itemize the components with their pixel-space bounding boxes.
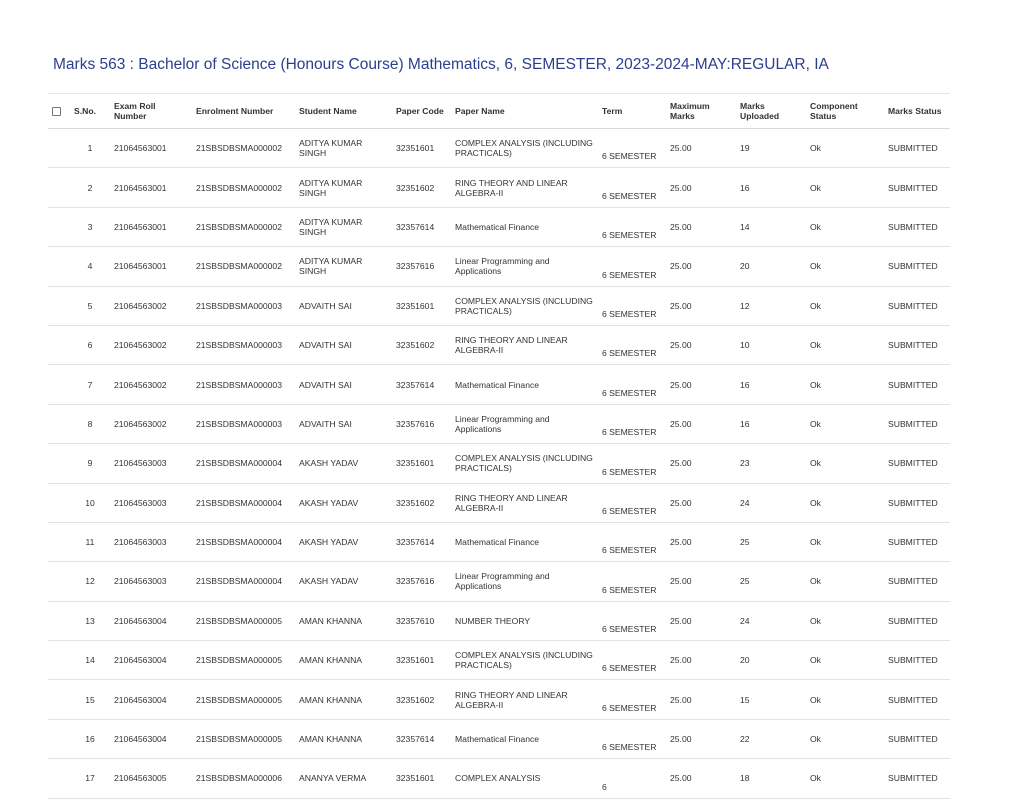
cell-student-name: AMAN KHANNA (295, 601, 392, 640)
cell-sno: 2 (70, 168, 110, 207)
cell-term: 6 SEMESTER (598, 286, 666, 325)
row-spacer (48, 759, 70, 798)
cell-paper-code: 32351602 (392, 168, 451, 207)
table-row[interactable] (48, 601, 950, 640)
cell-sno: 8 (70, 404, 110, 443)
cell-marks-uploaded: 20 (736, 641, 806, 680)
cell-term: 6 SEMESTER (598, 562, 666, 601)
cell-component-status: Ok (806, 325, 884, 364)
cell-enrolment: 21SBSDBSMA000004 (192, 444, 295, 483)
table-row[interactable] (48, 562, 950, 601)
cell-student-name: ADVAITH SAI (295, 404, 392, 443)
row-spacer (48, 325, 70, 364)
cell-marks-status: SUBMITTED (884, 522, 950, 561)
cell-marks-uploaded: 16 (736, 365, 806, 404)
cell-term: 6 SEMESTER (598, 444, 666, 483)
cell-paper-code: 32357614 (392, 365, 451, 404)
table-row[interactable] (48, 680, 950, 719)
cell-max-marks: 25.00 (666, 522, 736, 561)
cell-component-status: Ok (806, 286, 884, 325)
cell-paper-code: 32351602 (392, 483, 451, 522)
cell-paper-name: RING THEORY AND LINEAR ALGEBRA-II (451, 680, 598, 719)
table-row[interactable] (48, 168, 950, 207)
cell-paper-name: RING THEORY AND LINEAR ALGEBRA-II (451, 325, 598, 364)
cell-marks-status: SUBMITTED (884, 680, 950, 719)
cell-marks-uploaded: 18 (736, 759, 806, 798)
cell-marks-status: SUBMITTED (884, 247, 950, 286)
cell-term: 6 SEMESTER (598, 680, 666, 719)
cell-exam-roll: 21064563003 (110, 562, 192, 601)
cell-marks-uploaded: 25 (736, 522, 806, 561)
cell-exam-roll: 21064563002 (110, 325, 192, 364)
cell-enrolment: 21SBSDBSMA000005 (192, 601, 295, 640)
cell-enrolment: 21SBSDBSMA000003 (192, 286, 295, 325)
header-sno[interactable]: S.No. (70, 94, 110, 129)
row-spacer (48, 168, 70, 207)
cell-max-marks: 25.00 (666, 719, 736, 758)
cell-term: 6 SEMESTER (598, 247, 666, 286)
cell-max-marks: 25.00 (666, 365, 736, 404)
cell-term: 6 SEMESTER (598, 129, 666, 168)
cell-exam-roll: 21064563001 (110, 168, 192, 207)
cell-student-name: ANANYA VERMA (295, 759, 392, 798)
cell-marks-uploaded: 16 (736, 404, 806, 443)
cell-paper-code: 32357614 (392, 719, 451, 758)
table-row[interactable] (48, 365, 950, 404)
cell-marks-uploaded: 12 (736, 286, 806, 325)
header-term[interactable]: Term (598, 94, 666, 129)
table-row[interactable] (48, 325, 950, 364)
row-spacer (48, 207, 70, 246)
cell-max-marks: 25.00 (666, 325, 736, 364)
cell-student-name: ADITYA KUMAR SINGH (295, 207, 392, 246)
cell-exam-roll: 21064563004 (110, 601, 192, 640)
cell-marks-status: SUBMITTED (884, 404, 950, 443)
cell-paper-name: RING THEORY AND LINEAR ALGEBRA-II (451, 168, 598, 207)
cell-max-marks: 25.00 (666, 483, 736, 522)
cell-enrolment: 21SBSDBSMA000004 (192, 562, 295, 601)
row-spacer (48, 680, 70, 719)
cell-sno: 15 (70, 680, 110, 719)
cell-enrolment: 21SBSDBSMA000002 (192, 129, 295, 168)
cell-component-status: Ok (806, 444, 884, 483)
table-row[interactable] (48, 483, 950, 522)
cell-paper-code: 32357616 (392, 247, 451, 286)
cell-marks-uploaded: 15 (736, 680, 806, 719)
cell-max-marks: 25.00 (666, 680, 736, 719)
row-spacer (48, 601, 70, 640)
cell-paper-name: RING THEORY AND LINEAR ALGEBRA-II (451, 483, 598, 522)
cell-exam-roll: 21064563004 (110, 641, 192, 680)
cell-term: 6 SEMESTER (598, 365, 666, 404)
cell-marks-status: SUBMITTED (884, 444, 950, 483)
cell-paper-name: Mathematical Finance (451, 522, 598, 561)
cell-component-status: Ok (806, 168, 884, 207)
cell-student-name: AMAN KHANNA (295, 680, 392, 719)
table-row[interactable] (48, 286, 950, 325)
cell-paper-name: COMPLEX ANALYSIS (INCLUDING PRACTICALS) (451, 641, 598, 680)
cell-enrolment: 21SBSDBSMA000004 (192, 522, 295, 561)
cell-paper-code: 32357616 (392, 404, 451, 443)
table-row[interactable] (48, 404, 950, 443)
cell-student-name: ADVAITH SAI (295, 365, 392, 404)
cell-max-marks: 25.00 (666, 641, 736, 680)
cell-sno: 17 (70, 759, 110, 798)
cell-exam-roll: 21064563001 (110, 247, 192, 286)
cell-sno: 16 (70, 719, 110, 758)
cell-sno: 7 (70, 365, 110, 404)
cell-paper-name: Mathematical Finance (451, 365, 598, 404)
cell-exam-roll: 21064563003 (110, 522, 192, 561)
cell-max-marks: 25.00 (666, 444, 736, 483)
cell-paper-name: NUMBER THEORY (451, 601, 598, 640)
cell-paper-code: 32351601 (392, 641, 451, 680)
cell-marks-status: SUBMITTED (884, 168, 950, 207)
cell-component-status: Ok (806, 129, 884, 168)
cell-term: 6 SEMESTER (598, 404, 666, 443)
select-all-checkbox[interactable] (48, 94, 70, 129)
cell-exam-roll: 21064563002 (110, 286, 192, 325)
marks-table-container (48, 93, 950, 792)
cell-sno: 4 (70, 247, 110, 286)
header-paper-name[interactable]: Paper Name (451, 94, 598, 129)
cell-max-marks: 25.00 (666, 562, 736, 601)
cell-enrolment: 21SBSDBSMA000006 (192, 759, 295, 798)
cell-paper-code: 32357614 (392, 207, 451, 246)
cell-paper-code: 32357616 (392, 562, 451, 601)
cell-term: 6 SEMESTER (598, 522, 666, 561)
cell-paper-name: Mathematical Finance (451, 719, 598, 758)
row-spacer (48, 562, 70, 601)
cell-marks-status: SUBMITTED (884, 129, 950, 168)
cell-marks-uploaded: 19 (736, 129, 806, 168)
cell-enrolment: 21SBSDBSMA000003 (192, 365, 295, 404)
header-component-status[interactable]: Component Status (806, 94, 884, 129)
cell-sno: 11 (70, 522, 110, 561)
table-row[interactable] (48, 247, 950, 286)
cell-enrolment: 21SBSDBSMA000004 (192, 483, 295, 522)
table-row[interactable] (48, 207, 950, 246)
row-spacer (48, 522, 70, 561)
cell-exam-roll: 21064563004 (110, 719, 192, 758)
cell-sno: 1 (70, 129, 110, 168)
cell-student-name: AKASH YADAV (295, 522, 392, 561)
cell-component-status: Ok (806, 247, 884, 286)
table-row[interactable] (48, 444, 950, 483)
marks-table (48, 93, 950, 799)
cell-marks-status: SUBMITTED (884, 719, 950, 758)
cell-term: 6 SEMESTER (598, 483, 666, 522)
cell-sno: 13 (70, 601, 110, 640)
cell-max-marks: 25.00 (666, 601, 736, 640)
cell-sno: 5 (70, 286, 110, 325)
cell-paper-code: 32351601 (392, 129, 451, 168)
cell-paper-name: Linear Programming and Applications (451, 562, 598, 601)
cell-component-status: Ok (806, 483, 884, 522)
row-spacer (48, 129, 70, 168)
cell-marks-status: SUBMITTED (884, 601, 950, 640)
page-title: Marks 563 : Bachelor of Science (Honours Course) Mathematics, 6, SEMESTER, 2023-2024-MAY:REGULAR, IA (53, 56, 829, 73)
cell-enrolment: 21SBSDBSMA000002 (192, 168, 295, 207)
cell-sno: 3 (70, 207, 110, 246)
header-max-marks[interactable]: Maximum Marks (666, 94, 736, 129)
cell-sno: 6 (70, 325, 110, 364)
header-marks-status[interactable]: Marks Status (884, 94, 950, 129)
row-spacer (48, 404, 70, 443)
cell-exam-roll: 21064563004 (110, 680, 192, 719)
row-spacer (48, 247, 70, 286)
cell-exam-roll: 21064563003 (110, 483, 192, 522)
cell-marks-uploaded: 16 (736, 168, 806, 207)
cell-marks-status: SUBMITTED (884, 325, 950, 364)
cell-paper-name: Linear Programming and Applications (451, 404, 598, 443)
cell-paper-code: 32351601 (392, 444, 451, 483)
cell-marks-status: SUBMITTED (884, 641, 950, 680)
cell-student-name: AKASH YADAV (295, 562, 392, 601)
cell-max-marks: 25.00 (666, 404, 736, 443)
cell-marks-uploaded: 25 (736, 562, 806, 601)
cell-component-status: Ok (806, 522, 884, 561)
row-spacer (48, 483, 70, 522)
cell-enrolment: 21SBSDBSMA000005 (192, 641, 295, 680)
cell-student-name: AKASH YADAV (295, 483, 392, 522)
cell-enrolment: 21SBSDBSMA000003 (192, 404, 295, 443)
cell-paper-name: COMPLEX ANALYSIS (INCLUDING PRACTICALS) (451, 129, 598, 168)
cell-paper-code: 32351602 (392, 680, 451, 719)
cell-term: 6 SEMESTER (598, 168, 666, 207)
cell-exam-roll: 21064563001 (110, 207, 192, 246)
table-row[interactable] (48, 719, 950, 758)
cell-term: 6 SEMESTER (598, 601, 666, 640)
cell-student-name: ADVAITH SAI (295, 325, 392, 364)
cell-paper-name: Linear Programming and Applications (451, 247, 598, 286)
header-exam-roll[interactable]: Exam Roll Number (110, 94, 192, 129)
cell-max-marks: 25.00 (666, 129, 736, 168)
cell-component-status: Ok (806, 404, 884, 443)
cell-enrolment: 21SBSDBSMA000005 (192, 680, 295, 719)
cell-max-marks: 25.00 (666, 759, 736, 798)
cell-marks-uploaded: 24 (736, 601, 806, 640)
cell-max-marks: 25.00 (666, 247, 736, 286)
cell-sno: 14 (70, 641, 110, 680)
cell-exam-roll: 21064563002 (110, 404, 192, 443)
cell-marks-uploaded: 10 (736, 325, 806, 364)
cell-enrolment: 21SBSDBSMA000002 (192, 247, 295, 286)
cell-component-status: Ok (806, 719, 884, 758)
table-header-row (48, 94, 950, 129)
cell-max-marks: 25.00 (666, 168, 736, 207)
cell-marks-status: SUBMITTED (884, 207, 950, 246)
cell-paper-code: 32351601 (392, 759, 451, 798)
cell-component-status: Ok (806, 562, 884, 601)
cell-component-status: Ok (806, 601, 884, 640)
cell-component-status: Ok (806, 207, 884, 246)
cell-term: 6 SEMESTER (598, 719, 666, 758)
row-spacer (48, 444, 70, 483)
cell-paper-name: COMPLEX ANALYSIS (451, 759, 598, 798)
cell-student-name: AMAN KHANNA (295, 641, 392, 680)
cell-term: 6 (598, 759, 666, 798)
cell-sno: 10 (70, 483, 110, 522)
cell-term: 6 SEMESTER (598, 641, 666, 680)
row-spacer (48, 286, 70, 325)
cell-max-marks: 25.00 (666, 286, 736, 325)
cell-component-status: Ok (806, 641, 884, 680)
cell-enrolment: 21SBSDBSMA000003 (192, 325, 295, 364)
cell-sno: 12 (70, 562, 110, 601)
cell-enrolment: 21SBSDBSMA000005 (192, 719, 295, 758)
cell-student-name: ADITYA KUMAR SINGH (295, 247, 392, 286)
cell-exam-roll: 21064563005 (110, 759, 192, 798)
cell-exam-roll: 21064563003 (110, 444, 192, 483)
header-student-name[interactable]: Student Name (295, 94, 392, 129)
cell-student-name: ADITYA KUMAR SINGH (295, 129, 392, 168)
cell-student-name: AKASH YADAV (295, 444, 392, 483)
cell-marks-status: SUBMITTED (884, 286, 950, 325)
cell-student-name: AMAN KHANNA (295, 719, 392, 758)
cell-marks-uploaded: 14 (736, 207, 806, 246)
cell-enrolment: 21SBSDBSMA000002 (192, 207, 295, 246)
header-marks-uploaded[interactable]: Marks Uploaded (736, 94, 806, 129)
cell-marks-status: SUBMITTED (884, 365, 950, 404)
cell-sno: 9 (70, 444, 110, 483)
cell-paper-name: COMPLEX ANALYSIS (INCLUDING PRACTICALS) (451, 444, 598, 483)
cell-marks-uploaded: 20 (736, 247, 806, 286)
cell-component-status: Ok (806, 365, 884, 404)
cell-term: 6 SEMESTER (598, 325, 666, 364)
cell-marks-status: SUBMITTED (884, 483, 950, 522)
cell-paper-name: COMPLEX ANALYSIS (INCLUDING PRACTICALS) (451, 286, 598, 325)
cell-exam-roll: 21064563001 (110, 129, 192, 168)
table-row[interactable] (48, 641, 950, 680)
table-row[interactable] (48, 759, 950, 798)
header-enrolment[interactable]: Enrolment Number (192, 94, 295, 129)
cell-max-marks: 25.00 (666, 207, 736, 246)
cell-paper-name: Mathematical Finance (451, 207, 598, 246)
cell-component-status: Ok (806, 759, 884, 798)
cell-term: 6 SEMESTER (598, 207, 666, 246)
cell-marks-uploaded: 22 (736, 719, 806, 758)
cell-marks-uploaded: 24 (736, 483, 806, 522)
table-row[interactable] (48, 129, 950, 168)
cell-marks-status: SUBMITTED (884, 759, 950, 798)
row-spacer (48, 641, 70, 680)
cell-paper-code: 32351602 (392, 325, 451, 364)
cell-exam-roll: 21064563002 (110, 365, 192, 404)
table-row[interactable] (48, 522, 950, 561)
cell-student-name: ADITYA KUMAR SINGH (295, 168, 392, 207)
row-spacer (48, 719, 70, 758)
cell-paper-code: 32357610 (392, 601, 451, 640)
cell-paper-code: 32357614 (392, 522, 451, 561)
cell-marks-uploaded: 23 (736, 444, 806, 483)
cell-component-status: Ok (806, 680, 884, 719)
cell-student-name: ADVAITH SAI (295, 286, 392, 325)
cell-paper-code: 32351601 (392, 286, 451, 325)
cell-marks-status: SUBMITTED (884, 562, 950, 601)
header-paper-code[interactable]: Paper Code (392, 94, 451, 129)
row-spacer (48, 365, 70, 404)
